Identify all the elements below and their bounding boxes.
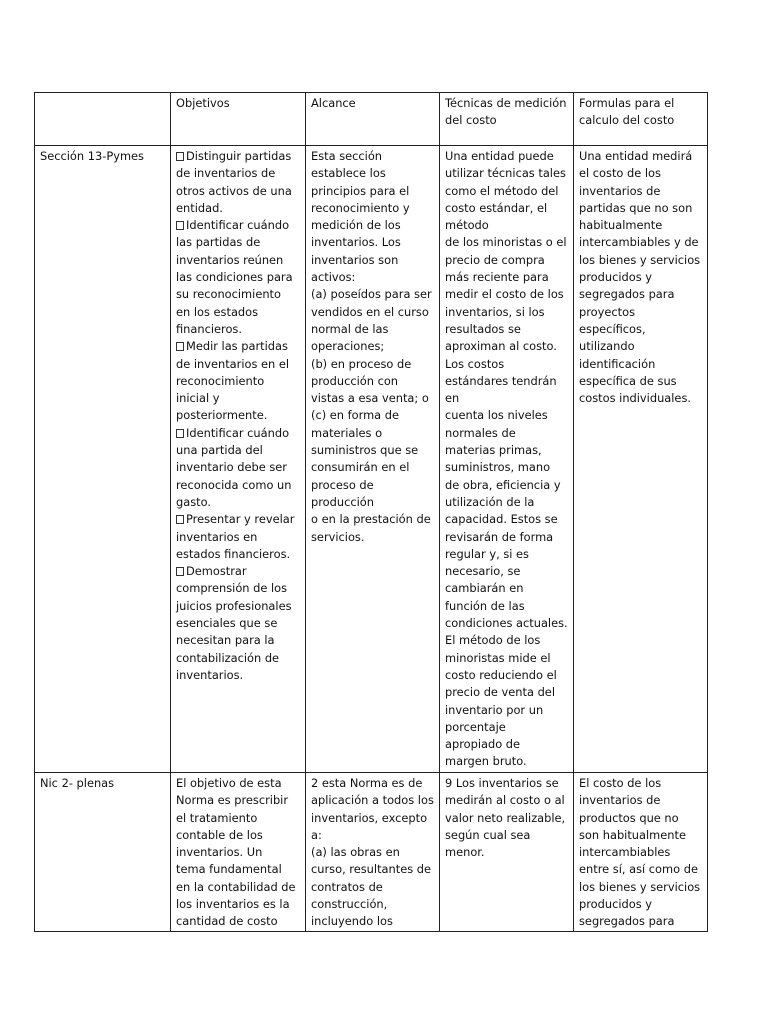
bullet-icon <box>176 342 184 351</box>
tecnicas-cell: Una entidad puede utilizar técnicas tales como el método del costo estándar, el método de los minoristas o el precio de compra más reciente para medir el costo de los inventarios, si los resultados se aproximan al costo. Los costos estándares tendrán en cuenta los niveles normales de materias primas, suministros, mano de obra, eficiencia y utilización de la capacidad. Estos se revisarán de forma regular y, si es necesario, se cambiarán en función de las condiciones actuales. El método de los minoristas mide el costo reduciendo el precio de venta del inventario por un porcentaje apropiado de margen bruto. <box>440 146 574 773</box>
tecnicas-cell: 9 Los inventarios se medirán al costo o al valor neto realizable, según cual sea menor. <box>440 773 574 932</box>
bullet-icon <box>176 221 184 230</box>
row-label-cell: Sección 13-Pymes <box>35 146 171 773</box>
alcance-cell: 2 esta Norma es de aplicación a todos los inventarios, excepto a: (a) las obras en curso, resultantes de contratos de construcción, incluyendo los <box>306 773 440 932</box>
objetivo-item: Presentar y revelar inventarios en estados financieros. <box>176 512 295 561</box>
header-cell-formulas: Formulas para el calculo del costo <box>574 93 708 146</box>
objetivo-item: Identificar cuándo las partidas de inventarios reúnen las condiciones para su reconocimiento en los estados financieros. <box>176 218 293 336</box>
formulas-cell: Una entidad medirá el costo de los inventarios de partidas que no son habitualmente intercambiables y de los bienes y servicios producidos y segregados para proyectos específicos, utilizando identificación específica de sus costos individuales. <box>574 146 708 773</box>
objetivos-cell: El objetivo de esta Norma es prescribir el tratamiento contable de los inventarios. Un tema fundamental en la contabilidad de los inventarios es la cantidad de costo <box>171 773 306 932</box>
header-cell-empty <box>35 93 171 146</box>
header-cell-objetivos: Objetivos <box>171 93 306 146</box>
bullet-icon <box>176 515 184 524</box>
bullet-icon <box>176 567 184 576</box>
objetivo-item: Distinguir partidas de inventarios de otros activos de una entidad. <box>176 149 292 215</box>
objetivo-item: Demostrar comprensión de los juicios profesionales esenciales que se necesitan para la contabilización de inventarios. <box>176 564 292 682</box>
header-cell-alcance: Alcance <box>306 93 440 146</box>
table-header-row <box>35 93 708 146</box>
table-row <box>35 773 708 932</box>
bullet-icon <box>176 152 184 161</box>
formulas-cell: El costo de los inventarios de productos que no son habitualmente intercambiables entre sí, así como de los bienes y servicios producidos y segregados para <box>574 773 708 932</box>
objetivo-item: Identificar cuándo una partida del inventario debe ser reconocida como un gasto. <box>176 425 292 509</box>
objetivos-cell <box>171 146 306 773</box>
bullet-icon <box>176 429 184 438</box>
alcance-cell: Esta sección establece los principios para el reconocimiento y medición de los inventarios. Los inventarios son activos: (a) poseídos para ser vendidos en el curso normal de las operaciones; (b) en proceso de producción con vistas a esa venta; o (c) en forma de materiales o suministros que se consumirán en el proceso de producción o en la prestación de servicios. <box>306 146 440 773</box>
objetivo-item: Medir las partidas de inventarios en el reconocimiento inicial y posteriormente. <box>176 339 290 423</box>
comparison-table <box>34 92 708 932</box>
header-cell-tecnicas: Técnicas de medición del costo <box>440 93 574 146</box>
row-label-cell: Nic 2- plenas <box>35 773 171 932</box>
table-row <box>35 146 708 773</box>
